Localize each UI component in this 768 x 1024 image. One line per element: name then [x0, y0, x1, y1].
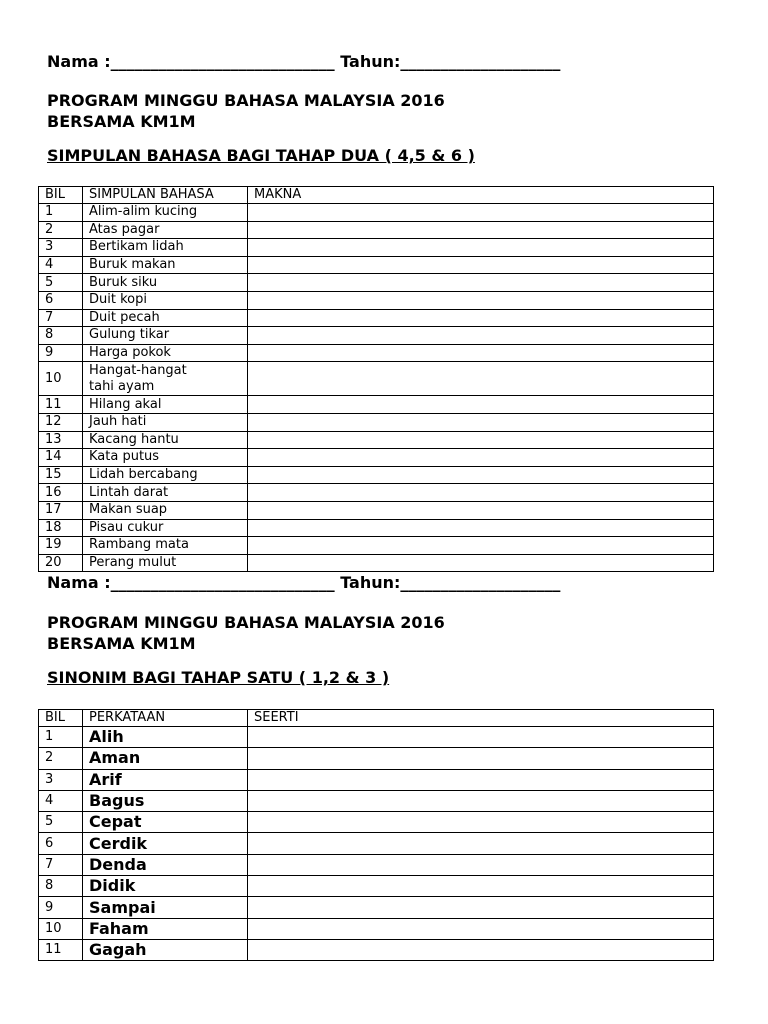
table-row — [39, 939, 714, 960]
bil-cell: 7 — [39, 309, 83, 327]
answer-cell[interactable] — [248, 854, 714, 875]
table-row — [39, 790, 714, 811]
section-title: SIMPULAN BAHASA BAGI TAHAP DUA ( 4,5 & 6 ) — [47, 146, 475, 165]
bil-cell: 17 — [39, 501, 83, 519]
item-cell: Sampai — [83, 897, 248, 918]
item-cell: Gulung tikar — [83, 327, 248, 345]
item-cell: Denda — [83, 854, 248, 875]
bil-cell: 4 — [39, 256, 83, 274]
item-cell: Lidah bercabang — [83, 466, 248, 484]
bil-cell: 2 — [39, 748, 83, 769]
table-row — [39, 537, 714, 555]
table-row — [39, 256, 714, 274]
answer-cell[interactable] — [248, 239, 714, 257]
header-bil: BIL — [39, 187, 83, 204]
bil-cell: 6 — [39, 291, 83, 309]
table-row — [39, 413, 714, 431]
item-cell: Aman — [83, 748, 248, 769]
bil-cell: 19 — [39, 537, 83, 555]
program-subtitle: BERSAMA KM1M — [47, 112, 196, 131]
item-cell: Perang mulut — [83, 554, 248, 572]
table-row — [39, 344, 714, 362]
bil-cell: 10 — [39, 362, 83, 396]
item-cell: Alih — [83, 727, 248, 748]
table-header-row — [39, 187, 714, 204]
item-cell: Bagus — [83, 790, 248, 811]
table-row — [39, 769, 714, 790]
answer-cell[interactable] — [248, 918, 714, 939]
bil-cell: 13 — [39, 431, 83, 449]
table-row — [39, 484, 714, 502]
table-row — [39, 362, 714, 396]
bil-cell: 4 — [39, 790, 83, 811]
item-cell: Hangat-hangat tahi ayam — [83, 362, 248, 396]
item-cell: Pisau cukur — [83, 519, 248, 537]
header-perkataan: PERKATAAN — [83, 710, 248, 727]
item-cell: Didik — [83, 876, 248, 897]
table-row — [39, 449, 714, 467]
table-header-row — [39, 710, 714, 727]
sinonim-table — [38, 709, 714, 961]
section-title-2: SINONIM BAGI TAHAP SATU ( 1,2 & 3 ) — [47, 668, 390, 687]
answer-cell[interactable] — [248, 790, 714, 811]
answer-cell[interactable] — [248, 204, 714, 222]
item-cell: Kata putus — [83, 449, 248, 467]
item-cell: Buruk siku — [83, 274, 248, 292]
simpulan-bahasa-table — [38, 186, 714, 572]
bil-cell: 20 — [39, 554, 83, 572]
table-row — [39, 918, 714, 939]
bil-cell: 1 — [39, 727, 83, 748]
answer-cell[interactable] — [248, 291, 714, 309]
table-row — [39, 274, 714, 292]
bil-cell: 2 — [39, 221, 83, 239]
bil-cell: 8 — [39, 876, 83, 897]
table-row — [39, 854, 714, 875]
bil-cell: 14 — [39, 449, 83, 467]
answer-cell[interactable] — [248, 274, 714, 292]
answer-cell[interactable] — [248, 939, 714, 960]
answer-cell[interactable] — [248, 327, 714, 345]
bil-cell: 5 — [39, 812, 83, 833]
bil-cell: 5 — [39, 274, 83, 292]
table-row — [39, 727, 714, 748]
program-subtitle-2: BERSAMA KM1M — [47, 634, 196, 653]
answer-cell[interactable] — [248, 727, 714, 748]
table-row — [39, 396, 714, 414]
item-cell: Kacang hantu — [83, 431, 248, 449]
answer-cell[interactable] — [248, 519, 714, 537]
bil-cell: 15 — [39, 466, 83, 484]
table-row — [39, 833, 714, 854]
answer-cell[interactable] — [248, 344, 714, 362]
table-row — [39, 239, 714, 257]
table-row — [39, 876, 714, 897]
item-cell: Atas pagar — [83, 221, 248, 239]
bil-cell: 9 — [39, 897, 83, 918]
answer-cell[interactable] — [248, 221, 714, 239]
table-row — [39, 291, 714, 309]
bil-cell: 9 — [39, 344, 83, 362]
item-cell: Buruk makan — [83, 256, 248, 274]
item-cell: Gagah — [83, 939, 248, 960]
bil-cell: 7 — [39, 854, 83, 875]
bil-cell: 16 — [39, 484, 83, 502]
answer-cell[interactable] — [248, 431, 714, 449]
answer-cell[interactable] — [248, 413, 714, 431]
item-cell: Alim-alim kucing — [83, 204, 248, 222]
header-simpulan-bahasa: SIMPULAN BAHASA — [83, 187, 248, 204]
table-row — [39, 309, 714, 327]
header-seerti: SEERTI — [248, 710, 714, 727]
table-row — [39, 748, 714, 769]
item-cell: Arif — [83, 769, 248, 790]
item-cell: Duit kopi — [83, 291, 248, 309]
answer-cell[interactable] — [248, 748, 714, 769]
item-cell: Cepat — [83, 812, 248, 833]
nama-tahun-line: Nama :____________________________ Tahun:____________________ — [47, 52, 561, 71]
bil-cell: 1 — [39, 204, 83, 222]
table-row — [39, 221, 714, 239]
item-cell: Harga pokok — [83, 344, 248, 362]
answer-cell[interactable] — [248, 554, 714, 572]
answer-cell[interactable] — [248, 812, 714, 833]
bil-cell: 8 — [39, 327, 83, 345]
answer-cell[interactable] — [248, 897, 714, 918]
table-row — [39, 466, 714, 484]
table-row — [39, 501, 714, 519]
answer-cell[interactable] — [248, 256, 714, 274]
answer-cell[interactable] — [248, 876, 714, 897]
bil-cell: 11 — [39, 396, 83, 414]
bil-cell: 3 — [39, 769, 83, 790]
bil-cell: 6 — [39, 833, 83, 854]
header-makna: MAKNA — [248, 187, 714, 204]
table-row — [39, 204, 714, 222]
item-cell: Makan suap — [83, 501, 248, 519]
answer-cell[interactable] — [248, 484, 714, 502]
item-cell: Lintah darat — [83, 484, 248, 502]
answer-cell[interactable] — [248, 466, 714, 484]
nama-tahun-line-2: Nama :____________________________ Tahun:____________________ — [47, 573, 561, 592]
table-row — [39, 554, 714, 572]
item-cell: Faham — [83, 918, 248, 939]
bil-cell: 18 — [39, 519, 83, 537]
bil-cell: 3 — [39, 239, 83, 257]
table-row — [39, 812, 714, 833]
table-row — [39, 519, 714, 537]
answer-cell[interactable] — [248, 396, 714, 414]
program-title-2: PROGRAM MINGGU BAHASA MALAYSIA 2016 — [47, 613, 445, 632]
bil-cell: 11 — [39, 939, 83, 960]
answer-cell[interactable] — [248, 833, 714, 854]
program-title: PROGRAM MINGGU BAHASA MALAYSIA 2016 — [47, 91, 445, 110]
item-cell: Rambang mata — [83, 537, 248, 555]
item-cell: Hilang akal — [83, 396, 248, 414]
bil-cell: 12 — [39, 413, 83, 431]
item-cell: Jauh hati — [83, 413, 248, 431]
header-bil: BIL — [39, 710, 83, 727]
bil-cell: 10 — [39, 918, 83, 939]
answer-cell[interactable] — [248, 769, 714, 790]
table-row — [39, 431, 714, 449]
item-cell: Duit pecah — [83, 309, 248, 327]
answer-cell[interactable] — [248, 537, 714, 555]
item-cell: Bertikam lidah — [83, 239, 248, 257]
answer-cell[interactable] — [248, 362, 714, 396]
item-cell: Cerdik — [83, 833, 248, 854]
table-row — [39, 327, 714, 345]
answer-cell[interactable] — [248, 501, 714, 519]
answer-cell[interactable] — [248, 309, 714, 327]
table-row — [39, 897, 714, 918]
answer-cell[interactable] — [248, 449, 714, 467]
